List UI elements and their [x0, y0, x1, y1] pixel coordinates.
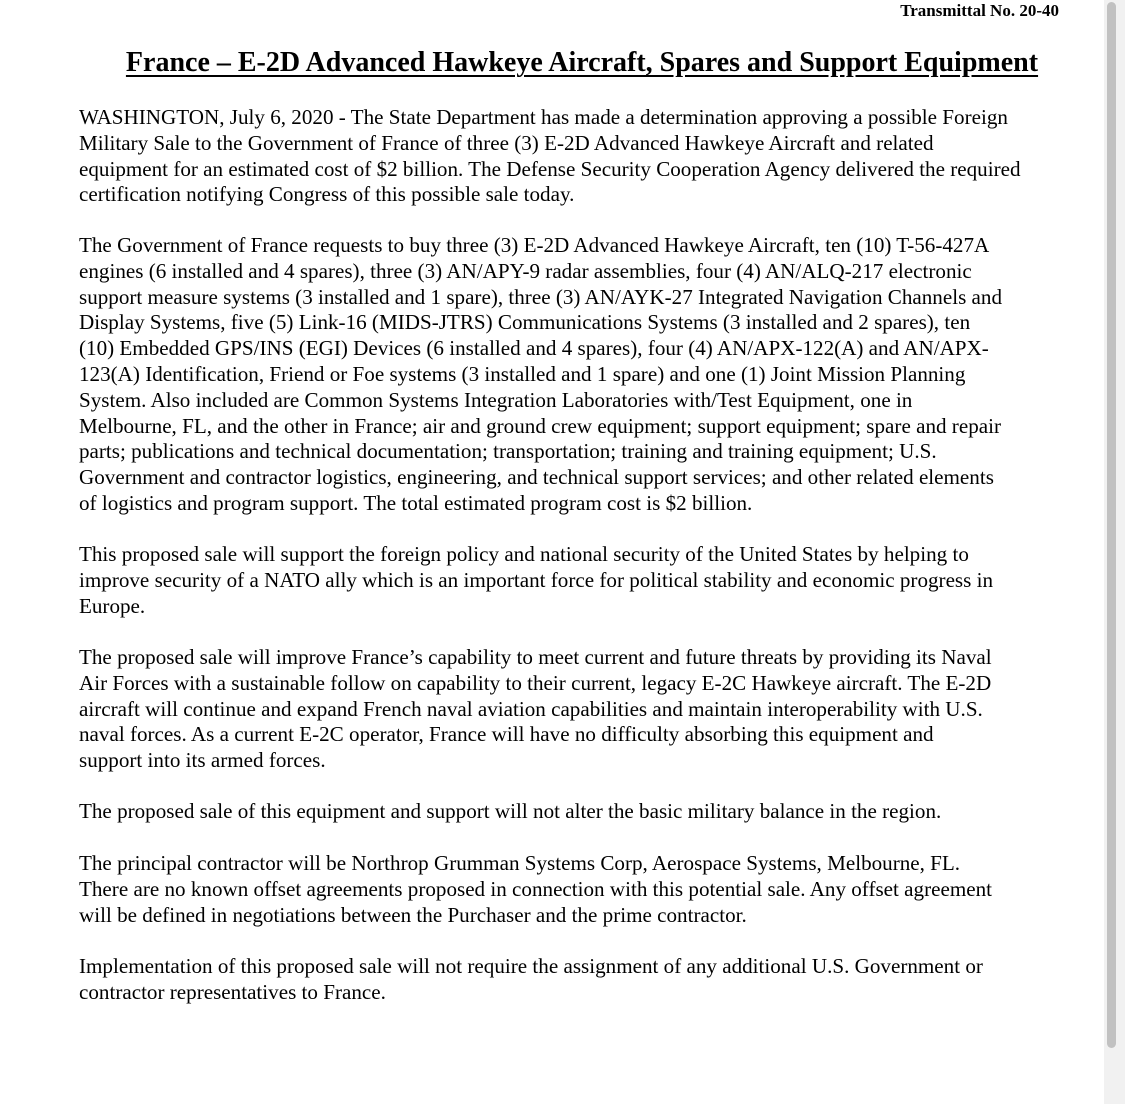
paragraph-line: improve security of a NATO ally which is an important force for political stability and economic progress in — [79, 567, 994, 592]
paragraph-line: Military Sale to the Government of France of three (3) E-2D Advanced Hawkeye Aircraft and related — [79, 130, 934, 155]
paragraph-line: The proposed sale of this equipment and support will not alter the basic military balance in the region. — [79, 799, 942, 823]
paragraph-line: Government and contractor logistics, engineering, and technical support services; and other related elements — [79, 465, 994, 490]
paragraph-line: Air Forces with a sustainable follow on capability to their current, legacy E-2C Hawkeye aircraft. The E-2D — [79, 670, 992, 695]
paragraph-line: naval forces. As a current E-2C operator, France will have no difficulty absorbing this equipment and — [79, 722, 934, 747]
paragraph-line: support measure systems (3 installed and 1 spare), three (3) AN/AYK-27 Integrated Navigation Channels and — [79, 284, 1003, 309]
paragraph-line: certification notifying Congress of this possible sale today. — [79, 182, 575, 207]
paragraph-line: (10) Embedded GPS/INS (EGI) Devices (6 installed and 4 spares), four (4) AN/APX-122(A) and AN/APX- — [79, 336, 989, 361]
paragraph-implementation — [79, 954, 983, 1006]
paragraph-line: Display Systems, five (5) Link-16 (MIDS-JTRS) Communications Systems (3 installed and 2 spares), ten — [79, 310, 971, 335]
document-title: France – E-2D Advanced Hawkeye Aircraft, Spares and Support Equipment — [125, 47, 1039, 78]
paragraph-line: Implementation of this proposed sale will not require the assignment of any additional U.S. Government or — [79, 954, 983, 978]
paragraph-line: This proposed sale will support the foreign policy and national security of the United States by helping to — [79, 542, 969, 566]
paragraph-line: The Government of France requests to buy three (3) E-2D Advanced Hawkeye Aircraft, ten (10) T-56-427A — [79, 233, 990, 257]
paragraph-announcement — [79, 105, 1021, 208]
paragraph-line: 123(A) Identification, Friend or Foe systems (3 installed and 1 spare) and one (1) Joint Mission Planning — [79, 361, 966, 386]
paragraph-foreign-policy — [79, 542, 993, 619]
paragraph-capability — [79, 645, 992, 774]
transmittal-number: Transmittal No. 20-40 — [900, 1, 1059, 20]
paragraph-line: The principal contractor will be Northrop Grumman Systems Corp, Aerospace Systems, Melbourne, FL. — [79, 851, 961, 875]
paragraph-request-details — [79, 233, 1002, 517]
scrollbar-thumb[interactable] — [1107, 2, 1116, 1048]
paragraph-line: aircraft will continue and expand French naval aviation capabilities and maintain interoperability with U.S. — [79, 696, 983, 721]
paragraph-line: Melbourne, FL, and the other in France; air and ground crew equipment; support equipment; spare and repair — [79, 413, 1001, 438]
paragraph-contractor — [79, 851, 992, 928]
paragraph-line: support into its armed forces. — [79, 748, 326, 773]
paragraph-line: contractor representatives to France. — [79, 979, 386, 1004]
paragraph-line: The proposed sale will improve France’s capability to meet current and future threats by providing its Naval — [79, 645, 992, 669]
paragraph-line: There are no known offset agreements proposed in connection with this potential sale. Any offset agreement — [79, 876, 993, 901]
paragraph-line: System. Also included are Common Systems Integration Laboratories with/Test Equipment, one in — [79, 387, 913, 412]
paragraph-line: WASHINGTON, July 6, 2020 - The State Department has made a determination approving a possible Foreign — [79, 105, 1008, 129]
paragraph-military-balance — [79, 799, 941, 825]
paragraph-line: parts; publications and technical documentation; transportation; training and training equipment; U.S. — [79, 439, 937, 464]
paragraph-line: of logistics and program support. The total estimated program cost is $2 billion. — [79, 490, 753, 515]
paragraph-line: Europe. — [79, 593, 146, 618]
paragraph-line: will be defined in negotiations between the Purchaser and the prime contractor. — [79, 902, 747, 927]
paragraph-line: engines (6 installed and 4 spares), three (3) AN/APY-9 radar assemblies, four (4) AN/ALQ-217 electronic — [79, 258, 972, 283]
paragraph-line: equipment for an estimated cost of $2 billion. The Defense Security Cooperation Agency delivered the required — [79, 156, 1021, 181]
